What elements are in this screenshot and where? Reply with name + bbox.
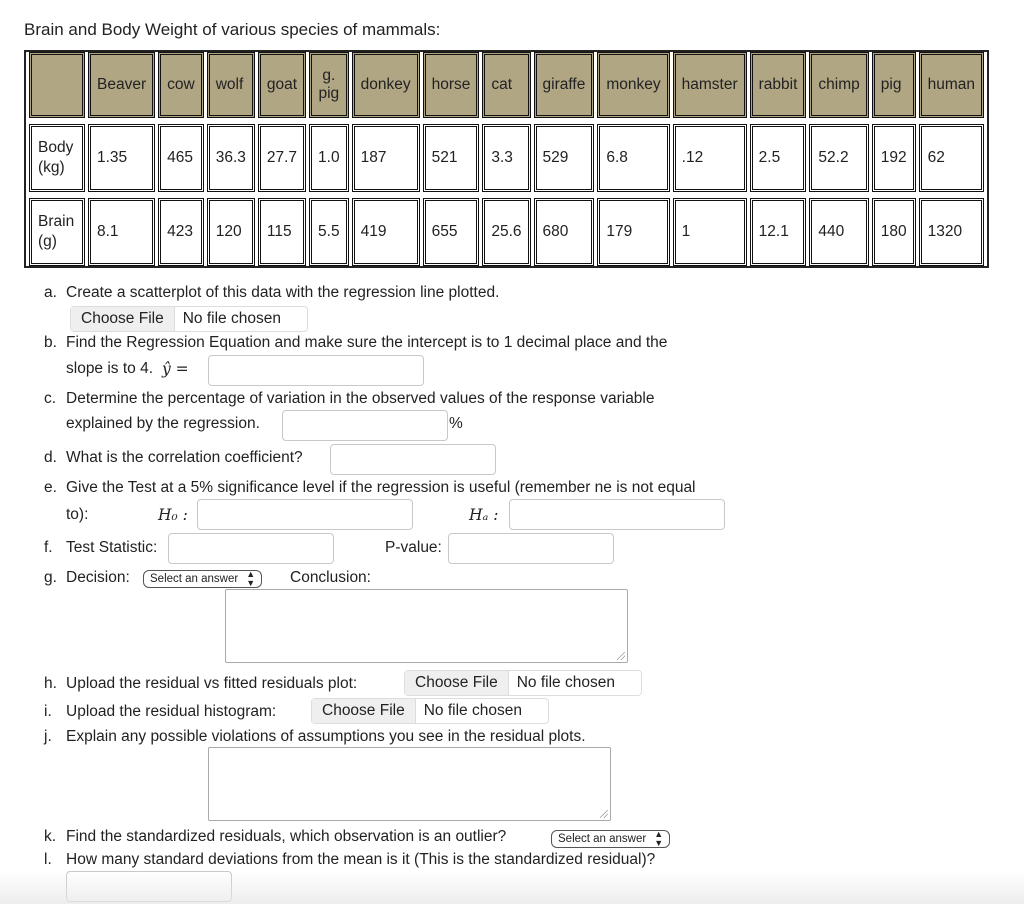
species-header: horse [423,52,480,118]
outlier-select-value: Select an answer [558,833,647,845]
question-g-marker: g. [44,569,57,586]
species-header: monkey [597,52,669,118]
test-statistic-input[interactable] [168,533,334,564]
question-e-text: Give the Test at a 5% significance level if the regression is useful (remember ne is not equal [66,479,696,496]
question-e-marker: e. [44,479,57,496]
percentage-input[interactable] [282,410,448,441]
species-header: cat [482,52,530,118]
table-cell: 1320 [919,198,984,266]
table-cell: 655 [423,198,480,266]
question-k-marker: k. [44,828,57,845]
table-cell: 680 [534,198,595,266]
table-cell: 120 [207,198,255,266]
table-cell: 440 [809,198,868,266]
table-cell: 465 [158,124,204,192]
question-d-text: What is the correlation coefficient? [66,449,303,466]
question-c-text: Determine the percentage of variation in the observed values of the response variable [66,390,655,407]
h0-label: H₀ : [158,506,188,524]
resize-grip-icon[interactable] [600,810,608,818]
upload-scatterplot[interactable] [70,306,308,332]
yhat-symbol: ŷ = [162,360,189,378]
table-header-row [29,52,984,118]
table-cell: 187 [352,124,420,192]
correlation-input[interactable] [330,444,496,475]
choose-file-button[interactable]: Choose File [312,699,416,723]
question-h-text: Upload the residual vs fitted residuals plot: [66,675,358,692]
species-header: chimp [809,52,868,118]
table-cell: 2.5 [750,124,807,192]
table-cell: 419 [352,198,420,266]
row-label: Body (kg) [29,124,85,192]
question-b-text: Find the Regression Equation and make sure the intercept is to 1 decimal place and the [66,334,668,351]
table-cell: 1.35 [88,124,155,192]
page-title: Brain and Body Weight of various species of mammals: [24,20,441,39]
table-cell: 1 [673,198,747,266]
question-a-text: Create a scatterplot of this data with the regression line plotted. [66,284,500,301]
species-header: goat [258,52,306,118]
table-cell: 5.5 [309,198,349,266]
species-header: giraffe [534,52,595,118]
table-cell: 27.7 [258,124,306,192]
question-f-marker: f. [44,539,53,556]
question-h-marker: h. [44,675,57,692]
file-status: No file chosen [516,674,615,691]
question-l-text: How many standard deviations from the mean is it (This is the standardized residual)? [66,851,656,868]
table-cell: 115 [258,198,306,266]
species-header: hamster [673,52,747,118]
species-header: Beaver [88,52,155,118]
table-cell: .12 [673,124,747,192]
table-cell: 25.6 [482,198,530,266]
outlier-select[interactable] [551,830,670,848]
violations-textarea[interactable] [208,747,611,821]
decision-select[interactable] [143,570,262,588]
bottom-fade [0,870,1024,904]
question-i-text: Upload the residual histogram: [66,703,277,720]
table-cell: 8.1 [88,198,155,266]
row-label: Brain (g) [29,198,85,266]
question-g-text: Decision: [66,569,130,586]
table-cell: 1.0 [309,124,349,192]
file-status: No file chosen [423,702,522,719]
species-header: rabbit [750,52,807,118]
select-arrows-icon: ▲ ▼ [654,829,664,848]
table-cell: 192 [872,124,916,192]
table-corner-cell [29,52,85,118]
table-row-brain [29,198,984,266]
table-cell: 180 [872,198,916,266]
table-cell: 12.1 [750,198,807,266]
table-cell: 529 [534,124,595,192]
select-arrows-icon: ▲ ▼ [246,569,256,588]
species-header: g. pig [309,52,349,118]
species-header: human [919,52,984,118]
species-header: cow [158,52,204,118]
question-f-text: Test Statistic: [66,539,158,556]
species-header: pig [872,52,916,118]
question-b-text-2: slope is to 4. [66,360,154,377]
choose-file-button[interactable]: Choose File [71,307,175,331]
table-cell: 521 [423,124,480,192]
pvalue-label: P-value: [385,539,442,556]
ha-label: Hₐ : [469,506,499,524]
table-cell: 6.8 [597,124,669,192]
question-c-marker: c. [44,390,57,407]
table-cell: 52.2 [809,124,868,192]
question-d-marker: d. [44,449,57,466]
pvalue-input[interactable] [448,533,614,564]
percent-sign: % [449,415,463,432]
table-row-body [29,124,984,192]
conclusion-label: Conclusion: [290,569,371,586]
conclusion-textarea[interactable] [225,589,628,663]
table-cell: 3.3 [482,124,530,192]
h0-input[interactable] [197,499,413,530]
table-cell: 36.3 [207,124,255,192]
question-e-text-2: to): [66,506,89,523]
ha-input[interactable] [509,499,725,530]
question-b-marker: b. [44,334,57,351]
species-header: wolf [207,52,255,118]
table-cell: 62 [919,124,984,192]
question-j-marker: j. [44,728,52,745]
file-status: No file chosen [182,310,281,327]
table-cell: 179 [597,198,669,266]
question-l-marker: l. [44,851,52,868]
upload-residual-plot[interactable] [404,670,642,696]
upload-residual-histogram[interactable] [311,698,549,724]
resize-grip-icon[interactable] [617,652,625,660]
regression-equation-input[interactable] [208,355,424,386]
decision-select-value: Select an answer [150,573,239,585]
choose-file-button[interactable]: Choose File [405,671,509,695]
data-table [24,50,989,268]
question-k-text: Find the standardized residuals, which observation is an outlier? [66,828,507,845]
table-cell: 423 [158,198,204,266]
question-c-text-2: explained by the regression. [66,415,260,432]
species-header: donkey [352,52,420,118]
question-j-text: Explain any possible violations of assumptions you see in the residual plots. [66,728,586,745]
question-a-marker: a. [44,284,57,301]
question-i-marker: i. [44,703,52,720]
